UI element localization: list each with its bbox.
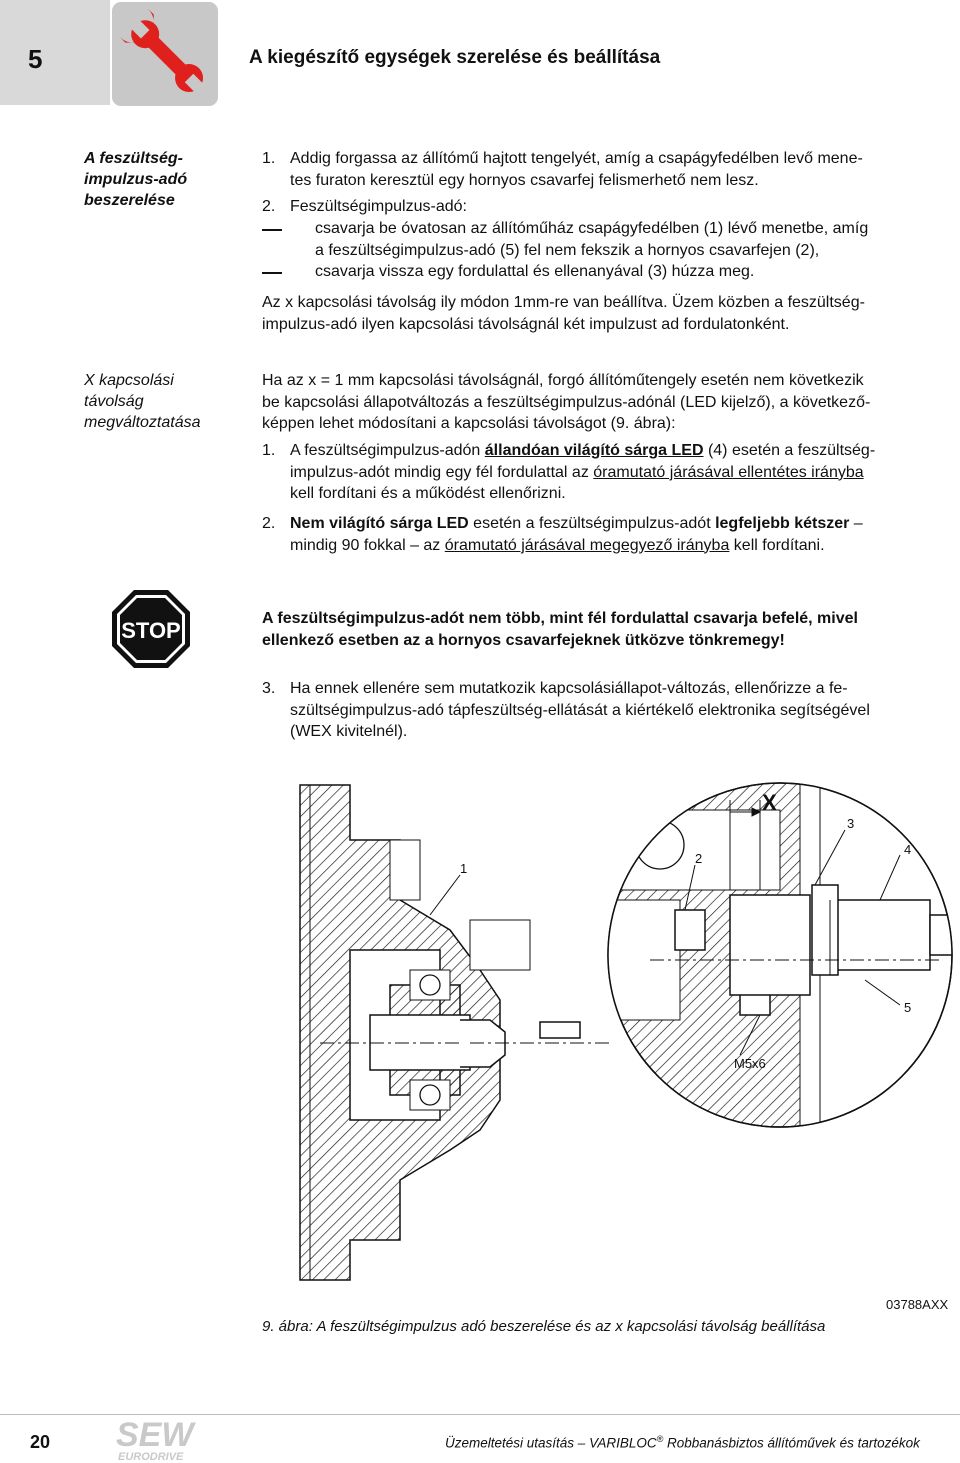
text-run: – <box>849 515 863 532</box>
text-run: kell fordítani. <box>729 536 825 554</box>
thread-label: M5x6 <box>734 1056 766 1071</box>
text-line: Ha az x = 1 mm kapcsolási távolságnál, forgó állítóműtengely esetén nem következik <box>262 372 864 389</box>
text-run: Robbanásbiztos állítóművek és tartozékok <box>663 1435 920 1451</box>
text-line: ellenkező esetben az a hornyos csavarfejeknek ütközve tönkremegy! <box>262 632 785 649</box>
text-line: (WEX kivitelnél). <box>290 723 408 740</box>
emphasis-text: állandóan világító sárga LED <box>484 442 704 459</box>
x-dimension-label: X <box>762 790 777 815</box>
logo-text: SEW <box>116 1416 194 1454</box>
item-number: 3. <box>262 680 276 697</box>
item-number: 2. <box>262 515 276 532</box>
page-number: 20 <box>30 1432 51 1452</box>
result-paragraph <box>262 292 956 335</box>
text-line: be kapcsolási állapotváltozás a feszültségimpulzus-adónál (LED kijelző), a következő- <box>262 393 871 411</box>
text-run: Üzemeltetési utasítás – VARIBLOC <box>445 1435 657 1451</box>
warning-text <box>262 608 956 652</box>
label-line: A feszültség- <box>84 150 183 167</box>
step-text <box>290 148 956 191</box>
callout-2: 2 <box>695 851 703 866</box>
stop-sign-icon <box>110 588 192 670</box>
logo-subtext: EURODRIVE <box>118 1451 184 1462</box>
text-line: kell fordítani és a működést ellenőrizni. <box>290 485 566 502</box>
wrench-icon <box>112 2 218 106</box>
text-run: impulzus-adót mindig egy fél fordulattal az <box>290 463 594 481</box>
text-line: Ha ennek ellenére sem mutatkozik kapcsolásiállapot-változás, ellenőrizze a fe- <box>290 680 848 697</box>
page-title: A kiegészítő egységek szerelése és beállítása <box>249 47 661 68</box>
text-run: A feszültségimpulzus-adón <box>290 442 485 459</box>
text-line: tes furaton keresztül egy hornyos csavarfej felismerhető nem lesz. <box>290 171 759 189</box>
text-line: a feszültségimpulzus-adó (5) fel nem fekszik a hornyos csavarfejen (2), <box>315 241 820 259</box>
technical-drawing <box>290 770 956 1290</box>
text-line: csavarja be óvatosan az állítóműház csapágyfedélben (1) lévő menetbe, amíg <box>315 220 869 237</box>
emphasis-text: Nem világító sárga LED <box>290 515 469 532</box>
chapter-tab <box>0 0 110 105</box>
figure-code: 03788AXX <box>886 1297 949 1312</box>
callout-5: 5 <box>904 1000 912 1015</box>
label-line: megváltoztatása <box>84 414 201 431</box>
label-line: X kapcsolási <box>84 372 174 389</box>
chapter-number: 5 <box>28 44 43 74</box>
housing-section <box>300 785 610 1280</box>
section-label-distance <box>84 370 234 433</box>
label-line: távolság <box>84 393 144 410</box>
text-line: szültségimpulzus-adó tápfeszültség-ellátását a kiértékelő elektronika segítségével <box>290 701 870 719</box>
item-text <box>290 513 956 556</box>
item-text <box>290 440 956 505</box>
step-number: 1. <box>262 150 276 167</box>
step-title: Feszültségimpulzus-adó: <box>290 198 467 215</box>
detail-circle <box>590 770 956 1150</box>
dash-icon <box>262 272 282 274</box>
text-line: Az x kapcsolási távolság ily módon 1mm-re van beállítva. Üzem közben a feszültség- <box>262 294 865 311</box>
item-text <box>290 678 956 743</box>
underlined-text: óramutató járásával megegyező irányba <box>444 536 730 554</box>
wrench-icon-box <box>112 2 218 106</box>
text-line: csavarja vissza egy fordulattal és ellenanyával (3) húzza meg. <box>315 263 755 280</box>
text-line: képpen lehet módosítani a kapcsolási távolságot (9. ábra): <box>262 415 676 432</box>
stop-sign-text: STOP <box>121 618 181 643</box>
label-line: impulzus-adó <box>84 171 188 188</box>
text-line: A feszültségimpulzus-adót nem több, mint fél fordulattal csavarja befelé, mivel <box>262 610 858 627</box>
callout-1: 1 <box>460 861 468 876</box>
text-run: (4) esetén a feszültség- <box>703 442 876 459</box>
step-number: 2. <box>262 198 276 215</box>
intro-paragraph <box>262 370 956 435</box>
text-line: Addig forgassa az állítómű hajtott tengelyét, amíg a csapágyfedélben levő mene- <box>290 150 863 167</box>
footer-document-title <box>445 1434 920 1451</box>
underlined-text: óramutató járásával ellentétes irányba <box>593 463 864 481</box>
text-run: esetén a feszültségimpulzus-adót <box>468 515 716 532</box>
dash-icon <box>262 229 282 231</box>
emphasis-text: legfeljebb kétszer <box>715 515 850 532</box>
label-line: beszerelése <box>84 192 175 209</box>
sew-logo <box>114 1414 224 1462</box>
text-run: mindig 90 fokkal – az <box>290 536 445 554</box>
callout-4: 4 <box>904 842 912 857</box>
item-number: 1. <box>262 442 276 459</box>
text-line: impulzus-adó ilyen kapcsolási távolságnál két impulzust ad fordulatonként. <box>262 315 790 333</box>
callout-3: 3 <box>847 816 855 831</box>
section-label-install <box>84 148 234 211</box>
registered-mark: ® <box>656 1434 664 1444</box>
figure-caption: 9. ábra: A feszültségimpulzus adó beszerelése és az x kapcsolási távolság beállítása <box>262 1318 826 1335</box>
